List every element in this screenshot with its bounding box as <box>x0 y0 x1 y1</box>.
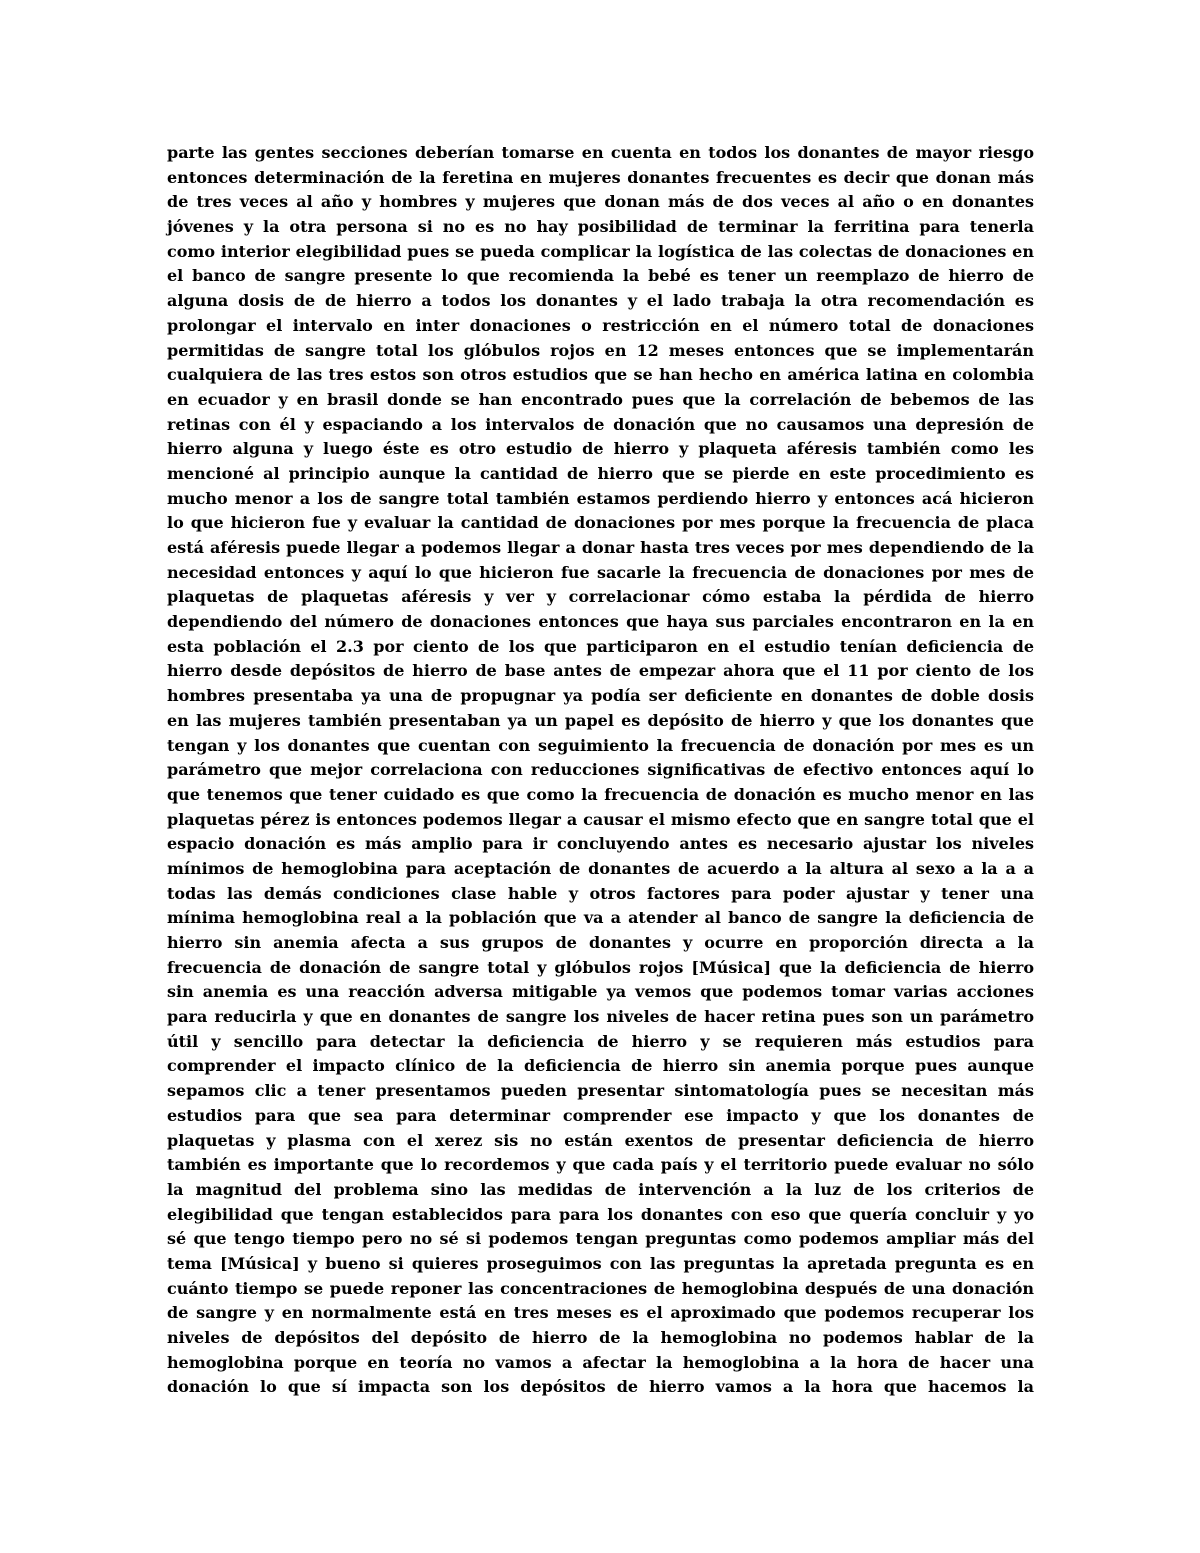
text-line: donación lo que sí impacta son los depósitos de hierro vamos a la hora que hacemos la <box>167 1377 1034 1397</box>
text-line: que tenemos que tener cuidado es que como la frecuencia de donación es mucho menor en las <box>167 784 1034 804</box>
text-line: jóvenes y la otra persona si no es no hay posibilidad de terminar la ferritina para tenerla <box>167 217 1034 237</box>
text-line: mencioné al principio aunque la cantidad de hierro que se pierde en este procedimiento es <box>167 463 1034 483</box>
text-line: hierro sin anemia afecta a sus grupos de donantes y ocurre en proporción directa a la <box>167 933 1034 952</box>
text-line: necesidad entonces y aquí lo que hicieron fue sacarle la frecuencia de donaciones por mes de <box>167 562 1034 582</box>
text-line: frecuencia de donación de sangre total y glóbulos rojos [Música] que la deficiencia de hierro <box>167 957 1034 977</box>
text-line: comprender el impacto clínico de la deficiencia de hierro sin anemia porque pues aunque <box>167 1056 1034 1076</box>
text-line: plaquetas de plaquetas aféresis y ver y correlacionar cómo estaba la pérdida de hierro <box>167 587 1034 607</box>
text-line: de sangre y en normalmente está en tres meses es el aproximado que podemos recuperar los <box>167 1303 1034 1323</box>
text-line: mínima hemoglobina real a la población que va a atender al banco de sangre la deficiencia de <box>167 908 1034 928</box>
text-line: sepamos clic a tener presentamos pueden presentar sintomatología pues se necesitan más <box>167 1081 1034 1101</box>
text-line: sé que tengo tiempo pero no sé si podemos tengan preguntas como podemos ampliar más del <box>167 1229 1034 1249</box>
text-line: para reducirla y que en donantes de sangre los niveles de hacer retina pues son un parámetro <box>167 1007 1034 1027</box>
text-line: tengan y los donantes que cuentan con seguimiento la frecuencia de donación por mes es un <box>167 735 1034 755</box>
text-line: cualquiera de las tres estos son otros estudios que se han hecho en américa latina en colombia <box>167 365 1034 385</box>
text-line: alguna dosis de de hierro a todos los donantes y el lado trabaja la otra recomendación es <box>167 291 1034 311</box>
text-line: espacio donación es más amplio para ir concluyendo antes es necesario ajustar los niveles <box>167 834 1034 854</box>
text-line: permitidas de sangre total los glóbulos rojos en 12 meses entonces que se implementarán <box>167 340 1034 360</box>
text-line: hierro alguna y luego éste es otro estudio de hierro y plaqueta aféresis también como les <box>167 439 1034 459</box>
body-text <box>167 141 1034 1400</box>
text-line: en las mujeres también presentaban ya un papel es depósito de hierro y que los donantes que <box>167 710 1034 730</box>
text-line: prolongar el intervalo en inter donaciones o restricción en el número total de donaciones <box>167 315 1034 335</box>
text-line: estudios para que sea para determinar comprender ese impacto y que los donantes de <box>167 1105 1034 1125</box>
text-line: mínimos de hemoglobina para aceptación de donantes de acuerdo a la altura al sexo a la a a <box>167 858 1034 878</box>
text-line: hemoglobina porque en teoría no vamos a afectar la hemoglobina a la hora de hacer una <box>167 1352 1034 1372</box>
text-line: el banco de sangre presente lo que recomienda la bebé es tener un reemplazo de hierro de <box>167 266 1034 286</box>
text-line: lo que hicieron fue y evaluar la cantidad de donaciones por mes porque la frecuencia de placa <box>167 513 1034 533</box>
text-line: niveles de depósitos del depósito de hierro de la hemoglobina no podemos hablar de la <box>167 1328 1034 1347</box>
text-line: está aféresis puede llegar a podemos llegar a donar hasta tres veces por mes dependiendo de la <box>167 538 1034 557</box>
text-line: en ecuador y en brasil donde se han encontrado pues que la correlación de bebemos de las <box>167 389 1034 409</box>
text-line: cuánto tiempo se puede reponer las concentraciones de hemoglobina después de una donación <box>167 1278 1034 1298</box>
text-line: retinas con él y espaciando a los intervalos de donación que no causamos una depresión de <box>167 414 1034 434</box>
text-line: entonces determinación de la feretina en mujeres donantes frecuentes es decir que donan más <box>167 167 1034 187</box>
text-line: de tres veces al año y hombres y mujeres que donan más de dos veces al año o en donantes <box>167 192 1034 212</box>
text-line: parámetro que mejor correlaciona con reducciones significativas de efectivo entonces aquí lo <box>167 760 1034 780</box>
text-line: plaquetas pérez is entonces podemos llegar a causar el mismo efecto que en sangre total que el <box>167 809 1034 829</box>
text-line: plaquetas y plasma con el xerez sis no están exentos de presentar deficiencia de hierro <box>167 1130 1034 1150</box>
text-line: la magnitud del problema sino las medidas de intervención a la luz de los criterios de <box>167 1179 1034 1199</box>
text-line: hierro desde depósitos de hierro de base antes de empezar ahora que el 11 por ciento de los <box>167 661 1034 681</box>
text-line: todas las demás condiciones clase hable y otros factores para poder ajustar y tener una <box>167 883 1034 903</box>
text-line: tema [Música] y bueno si quieres proseguimos con las preguntas la apretada pregunta es en <box>167 1253 1034 1273</box>
text-line: útil y sencillo para detectar la deficiencia de hierro y se requieren más estudios para <box>167 1031 1034 1051</box>
text-line: sin anemia es una reacción adversa mitigable ya vemos que podemos tomar varias acciones <box>167 982 1034 1002</box>
text-line: como interior elegibilidad pues se pueda complicar la logística de las colectas de donaciones en <box>167 241 1034 261</box>
text-line: esta población el 2.3 por ciento de los que participaron en el estudio tenían deficiencia de <box>167 636 1034 656</box>
text-line: parte las gentes secciones deberían tomarse en cuenta en todos los donantes de mayor riesgo <box>167 143 1034 162</box>
text-line: también es importante que lo recordemos y que cada país y el territorio puede evaluar no sólo <box>167 1155 1034 1175</box>
text-line: hombres presentaba ya una de propugnar ya podía ser deficiente en donantes de doble dosis <box>167 686 1034 706</box>
text-line: mucho menor a los de sangre total también estamos perdiendo hierro y entonces acá hicieron <box>167 488 1034 508</box>
text-line: elegibilidad que tengan establecidos para para los donantes con eso que quería concluir y yo <box>167 1204 1034 1224</box>
text-line: dependiendo del número de donaciones entonces que haya sus parciales encontraron en la en <box>167 612 1034 632</box>
